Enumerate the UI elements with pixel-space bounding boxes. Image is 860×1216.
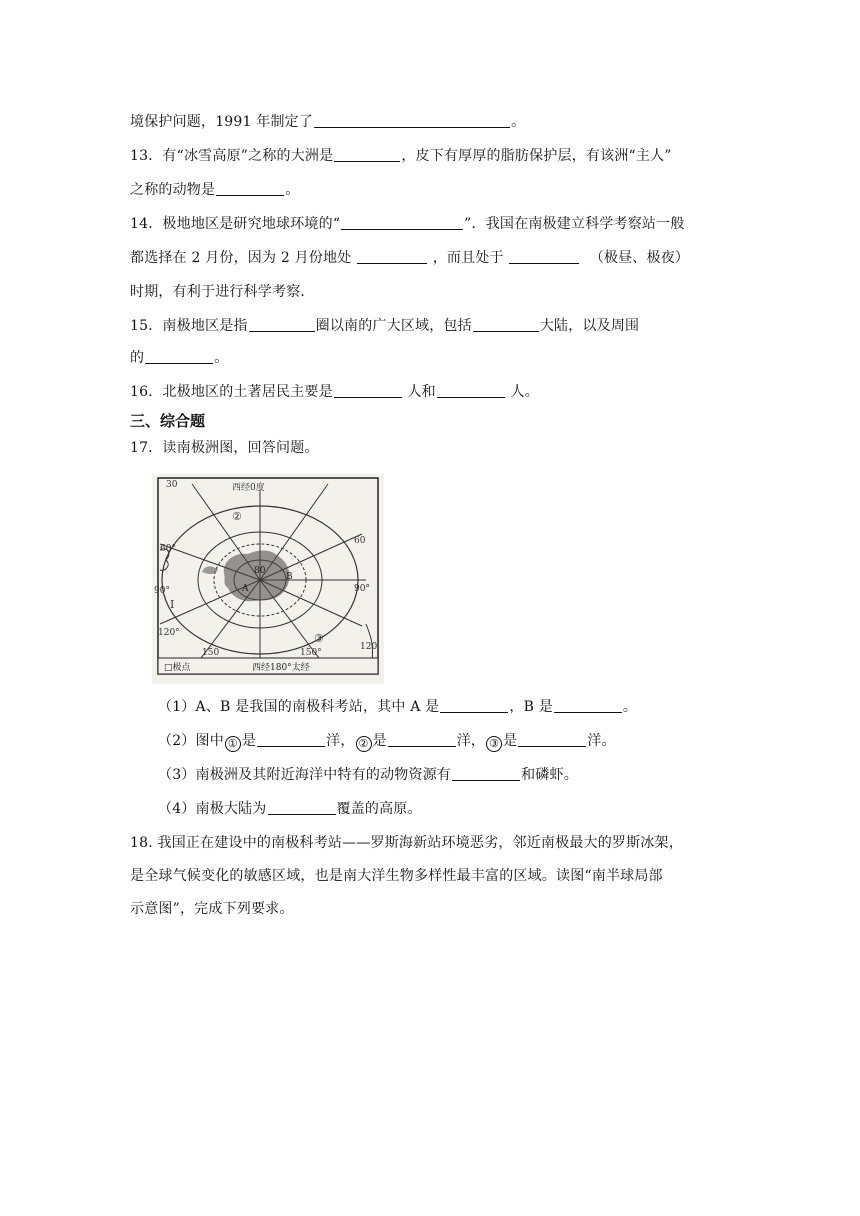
map-lon-120-right: 120 <box>360 642 378 652</box>
answer-blank[interactable] <box>249 317 315 332</box>
map-pole-label: 80 <box>254 566 266 576</box>
question-16: 16．北极地区的土著居民主要是 人和 人。 <box>130 384 539 400</box>
map-station-b: B <box>286 572 293 582</box>
question-14-cont: 都选择在 2 月份，因为 2 月份地处 ，而且处于 （极昼、极夜） <box>130 250 690 266</box>
question-14-cont2: 时期，有利于进行科学考察. <box>130 284 306 300</box>
map-lon-30: 30 <box>166 480 178 490</box>
question-14: 14．极地地区是研究地球环境的“ ”．我国在南极建立科学考察站一般 <box>130 216 685 232</box>
map-legend: □极点 <box>164 663 191 673</box>
map-lon-60: 60 <box>354 536 366 546</box>
answer-blank[interactable] <box>314 113 510 128</box>
answer-blank[interactable] <box>268 800 336 815</box>
antarctica-map <box>152 474 384 684</box>
question-15: 15．南极地区是指 圈以南的广大区域，包括 大陆，以及周围 <box>130 318 640 334</box>
answer-blank[interactable] <box>554 698 622 713</box>
question-17-3: （3）南极洲及其附近海洋中特有的动物资源有 和磷虾。 <box>158 767 578 783</box>
question-18: 18. 我国正在建设中的南极科考站——罗斯海新站环境恶劣，邻近南极最大的罗斯冰架， <box>130 835 683 851</box>
line-environment-protection: 境保护问题，1991 年制定了 。 <box>130 114 526 130</box>
answer-blank[interactable] <box>509 249 579 264</box>
section-heading: 三、综合题 <box>130 412 206 430</box>
answer-blank[interactable] <box>518 732 586 747</box>
map-lon-60-left: 60° <box>160 544 176 554</box>
answer-blank[interactable] <box>388 732 456 747</box>
question-13-cont: 之称的动物是 。 <box>130 182 300 198</box>
answer-blank[interactable] <box>334 383 402 398</box>
answer-blank[interactable] <box>334 147 400 162</box>
circled-number-1: ① <box>225 736 241 752</box>
map-lon-90-right: 90° <box>354 584 370 594</box>
map-lon-150-right: 150° <box>300 648 322 658</box>
map-top-label: 西经0度 <box>232 483 265 493</box>
map-lon-90-left: 90° <box>154 586 170 596</box>
question-18-cont: 是全球气候变化的敏感区域，也是南大洋生物多样性最丰富的区域。读图“南半球局部 <box>130 868 663 884</box>
circled-number-2: ② <box>356 736 372 752</box>
answer-blank[interactable] <box>216 181 284 196</box>
question-17-2: （2）图中 ① 是 洋， ② 是 洋， ③ 是 洋。 <box>158 733 616 750</box>
map-region-3: ③ <box>314 632 324 645</box>
answer-blank[interactable] <box>257 732 325 747</box>
question-15-cont: 的 。 <box>130 350 229 366</box>
answer-blank[interactable] <box>357 249 427 264</box>
question-18-cont2: 示意图”，完成下列要求。 <box>130 901 294 917</box>
question-17-4: （4）南极大陆为 覆盖的高原。 <box>158 801 422 817</box>
map-lon-120-left: 120° <box>158 628 180 638</box>
answer-blank[interactable] <box>341 215 463 230</box>
answer-blank[interactable] <box>145 349 213 364</box>
map-region-1: Ⅰ <box>170 598 175 611</box>
antarctica-map-svg <box>152 474 384 684</box>
circled-number-3: ③ <box>486 736 502 752</box>
map-lon-150-left: 150 <box>202 648 220 658</box>
map-bottom-label: 西经180°太经 <box>252 663 310 673</box>
answer-blank[interactable] <box>437 383 505 398</box>
question-17-1: （1）A、B 是我国的南极科考站，其中 A 是 ，B 是 。 <box>158 699 638 715</box>
answer-blank[interactable] <box>452 766 520 781</box>
map-region-2: ② <box>232 510 242 523</box>
question-17: 17．读南极洲图，回答问题。 <box>130 440 319 456</box>
answer-blank[interactable] <box>440 698 508 713</box>
map-station-a: A <box>242 584 249 594</box>
answer-blank[interactable] <box>473 317 539 332</box>
question-13: 13．有“冰雪高原”之称的大洲是 ，皮下有厚厚的脂肪保护层，有该洲“主人” <box>130 148 672 164</box>
